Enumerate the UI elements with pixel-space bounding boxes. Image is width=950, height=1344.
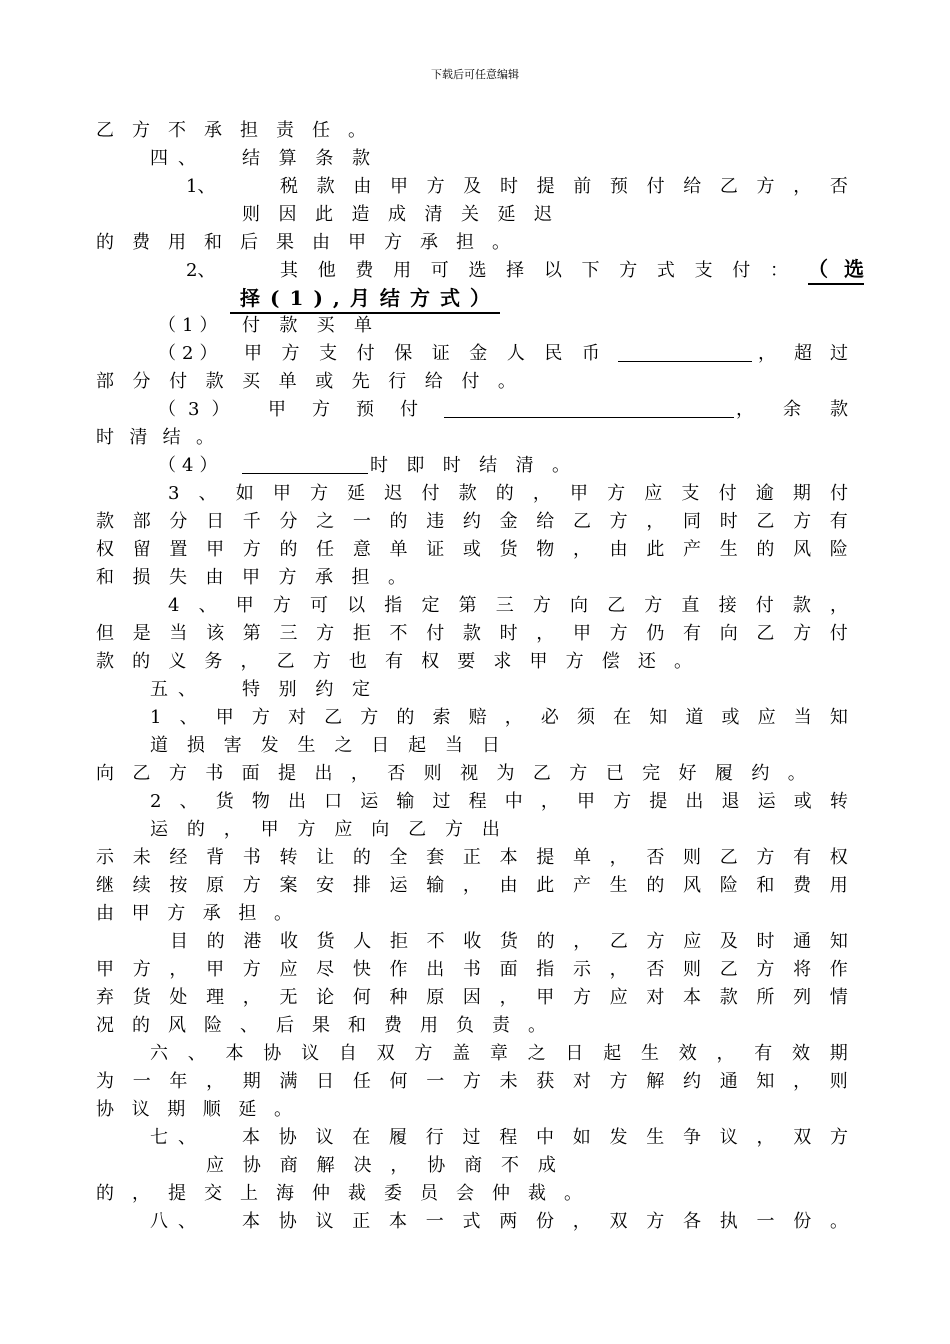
text-line: 甲 方 预 付 xyxy=(268,399,418,420)
text-line: 1 、 甲 方 对 乙 方 的 索 赔 ， 必 须 在 知 道 或 应 当 知 xyxy=(150,707,848,728)
text-line: 况 的 风 险 、 后 果 和 费 用 负 责 。 xyxy=(96,1015,546,1036)
text-line: 示 未 经 背 书 转 让 的 全 套 正 本 提 单 ， 否 则 乙 方 有 权 xyxy=(96,847,848,868)
text-line: 弃 货 处 理 ， 无 论 何 种 原 因 ， 甲 方 应 对 本 款 所 列 情 xyxy=(96,987,848,1008)
blank-line xyxy=(242,455,368,474)
text-line: 的 费 用 和 后 果 由 甲 方 承 担 。 xyxy=(96,232,510,253)
text-line: 乙 方 不 承 担 责 任 。 xyxy=(96,120,366,141)
option-number: （3） xyxy=(158,399,242,420)
text-line: 款 部 分 日 千 分 之 一 的 违 约 金 给 乙 方 ， 同 时 乙 方 有 xyxy=(96,511,848,532)
text-line: 权 留 置 甲 方 的 任 意 单 证 或 货 物 ， 由 此 产 生 的 风 险 xyxy=(96,539,848,560)
section-title: 结 算 条 款 xyxy=(242,148,370,169)
text-line: 的 ， 提 交 上 海 仲 裁 委 员 会 仲 裁 。 xyxy=(96,1183,582,1204)
blank-line xyxy=(618,343,752,362)
text-line: 应 协 商 解 决 ， 协 商 不 成 xyxy=(206,1155,556,1176)
text-line: 2 、 货 物 出 口 运 输 过 程 中 ， 甲 方 提 出 退 运 或 转 xyxy=(150,791,848,812)
section-number: 四 、 xyxy=(150,148,196,169)
text-line: 运 的 ， 甲 方 应 向 乙 方 出 xyxy=(150,819,500,840)
text-line: 付 款 买 单 xyxy=(242,315,372,336)
option-number: （4） xyxy=(158,455,224,476)
text-line: 但 是 当 该 第 三 方 拒 不 付 款 时 ， 甲 方 仍 有 向 乙 方 付 xyxy=(96,623,848,644)
text-line: ， 余 款 xyxy=(736,399,848,420)
text-line: 时 即 时 结 清 。 xyxy=(370,455,570,476)
text-line: 甲 方 支 付 保 证 金 人 民 币 xyxy=(244,343,600,364)
text-line: 3 、 如 甲 方 延 迟 付 款 的 ， 甲 方 应 支 付 逾 期 付 xyxy=(168,483,848,504)
text-line: 继 续 按 原 方 案 安 排 运 输 ， 由 此 产 生 的 风 险 和 费 用 xyxy=(96,875,848,896)
text-line: 甲 方 ， 甲 方 应 尽 快 作 出 书 面 指 示 ， 否 则 乙 方 将 作 xyxy=(96,959,848,980)
text-line: 为 一 年 ， 期 满 日 任 何 一 方 未 获 对 方 解 约 通 知 ， 则 xyxy=(96,1071,848,1092)
text-line: 4 、 甲 方 可 以 指 定 第 三 方 向 乙 方 直 接 付 款 ， xyxy=(168,595,848,616)
text-line: 其 他 费 用 可 选 择 以 下 方 式 支 付 ： xyxy=(280,260,788,281)
text-line: 本 协 议 在 履 行 过 程 中 如 发 生 争 议 ， 双 方 xyxy=(242,1127,848,1148)
text-line: 六 、 本 协 议 自 双 方 盖 章 之 日 起 生 效 ， 有 效 期 xyxy=(150,1043,848,1064)
text-line: 向 乙 方 书 面 提 出 ， 否 则 视 为 乙 方 已 完 好 履 约 。 xyxy=(96,763,806,784)
item-number: 1、 xyxy=(186,176,216,197)
section-number: 五 、 xyxy=(150,679,196,700)
text-line: ， 超 过 xyxy=(758,343,848,364)
text-line: 本 协 议 正 本 一 式 两 份 ， 双 方 各 执 一 份 。 xyxy=(242,1211,848,1232)
page-header: 下载后可任意编辑 xyxy=(431,68,519,81)
text-line: 和 损 失 由 甲 方 承 担 。 xyxy=(96,567,406,588)
option-number: （2） xyxy=(158,343,224,364)
section-number: 七 、 xyxy=(150,1127,196,1148)
text-line: 部 分 付 款 买 单 或 先 行 给 付 。 xyxy=(96,371,516,392)
section-number: 八 、 xyxy=(150,1211,196,1232)
highlight-text: （ 选 xyxy=(808,257,864,281)
text-line: 款 的 义 务 ， 乙 方 也 有 权 要 求 甲 方 偿 还 。 xyxy=(96,651,692,672)
option-number: （1） xyxy=(158,315,224,336)
section-title: 特 别 约 定 xyxy=(242,679,370,700)
text-line: 由 甲 方 承 担 。 xyxy=(96,903,292,924)
text-line: 道 损 害 发 生 之 日 起 当 日 xyxy=(150,735,500,756)
highlight-text: 择 ( 1 ) , 月 结 方 式 ） xyxy=(240,286,490,310)
item-number: 2、 xyxy=(186,260,216,281)
text-line: 协 议 期 顺 延 。 xyxy=(96,1099,292,1120)
text-line: 则 因 此 造 成 清 关 延 迟 xyxy=(242,204,552,225)
blank-line xyxy=(444,399,734,418)
text-line: 时 清 结 。 xyxy=(96,427,214,448)
text-line: 目 的 港 收 货 人 拒 不 收 货 的 ， 乙 方 应 及 时 通 知 xyxy=(170,931,848,952)
text-line: 税 款 由 甲 方 及 时 提 前 预 付 给 乙 方 ， 否 xyxy=(280,176,848,197)
